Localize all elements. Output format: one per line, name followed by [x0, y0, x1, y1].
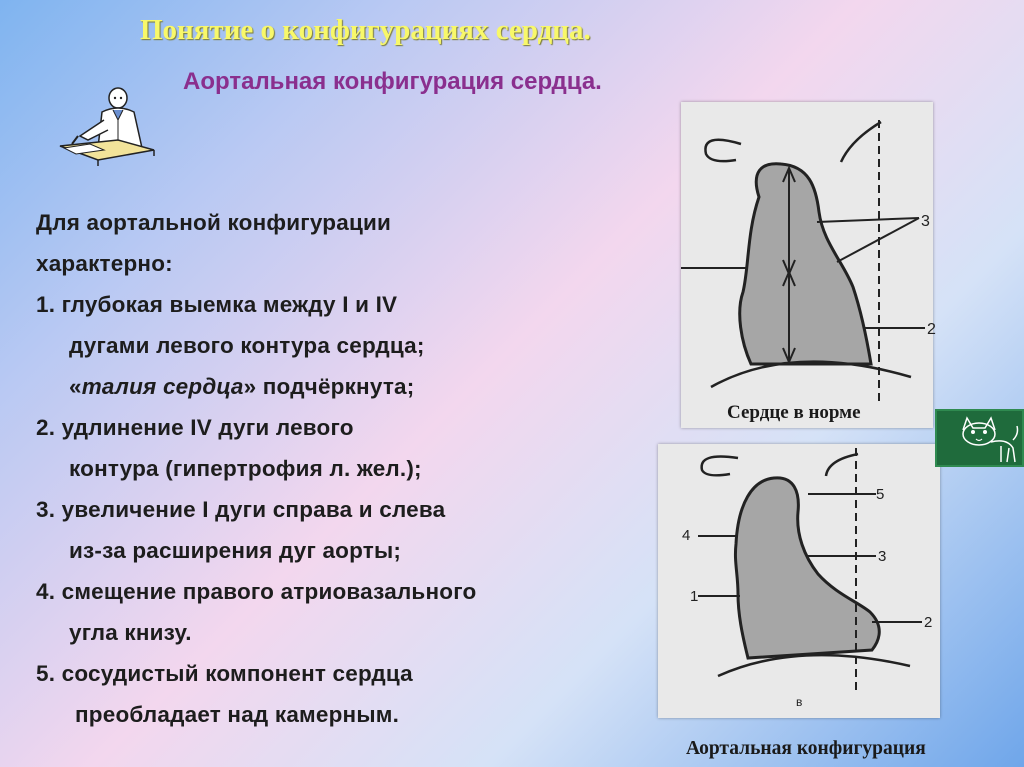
- clavicle-right: [826, 454, 858, 476]
- slide-subtitle: Аортальная конфигурация сердца.: [183, 68, 602, 95]
- label-2: 2: [927, 321, 936, 338]
- list-item: 2. удлинение IV дуги левого: [36, 415, 354, 440]
- caption-aortic: Аортальная конфигурация: [686, 738, 926, 759]
- clavicle-right: [841, 122, 881, 162]
- label-1: 1: [690, 588, 699, 605]
- figure-heart-aortic: [658, 444, 940, 718]
- list-item-continuation: [36, 366, 656, 407]
- list-item-continuation: угла книзу.: [69, 620, 192, 645]
- caption-normal: Сердце в норме: [727, 402, 861, 423]
- list-item: 4. смещение правого атриовазального: [36, 579, 477, 604]
- heart-silhouette: [740, 164, 871, 364]
- label-3: 3: [878, 548, 887, 565]
- list-item-continuation: преобладает над камерным.: [75, 702, 400, 727]
- figure-letter: в: [796, 695, 803, 709]
- clavicle-left: [702, 457, 738, 476]
- intro-line: характерно:: [36, 251, 173, 276]
- description-text: [36, 202, 656, 735]
- doctor-writing-icon: [58, 86, 156, 168]
- list-item-continuation: дугами левого контура сердца;: [69, 333, 425, 358]
- label-4: 4: [682, 527, 691, 544]
- label-3: 3: [921, 213, 930, 230]
- nav-button[interactable]: [935, 409, 1024, 467]
- figure-heart-normal: [681, 102, 936, 428]
- quote-open: «: [69, 374, 82, 399]
- list-item: 3. увеличение I дуги справа и слева: [36, 497, 446, 522]
- list-item: 5. сосудистый компонент сердца: [36, 661, 413, 686]
- list-item-continuation: контура (гипертрофия л. жел.);: [69, 456, 422, 481]
- quote-rest: » подчёркнута;: [243, 374, 415, 399]
- label-5: 5: [876, 486, 885, 503]
- cat-sketch-icon: [957, 414, 1019, 464]
- list-item-continuation: из-за расширения дуг аорты;: [69, 538, 402, 563]
- clavicle-left: [705, 140, 741, 161]
- label-2: 2: [924, 614, 933, 631]
- list-item: 1. глубокая выемка между I и IV: [36, 292, 398, 317]
- heart-silhouette: [735, 478, 879, 658]
- slide-title: Понятие о конфигурациях сердца.: [140, 14, 591, 46]
- emphasis-term: талия сердца: [81, 374, 244, 399]
- intro-line: Для аортальной конфигурации: [36, 210, 392, 235]
